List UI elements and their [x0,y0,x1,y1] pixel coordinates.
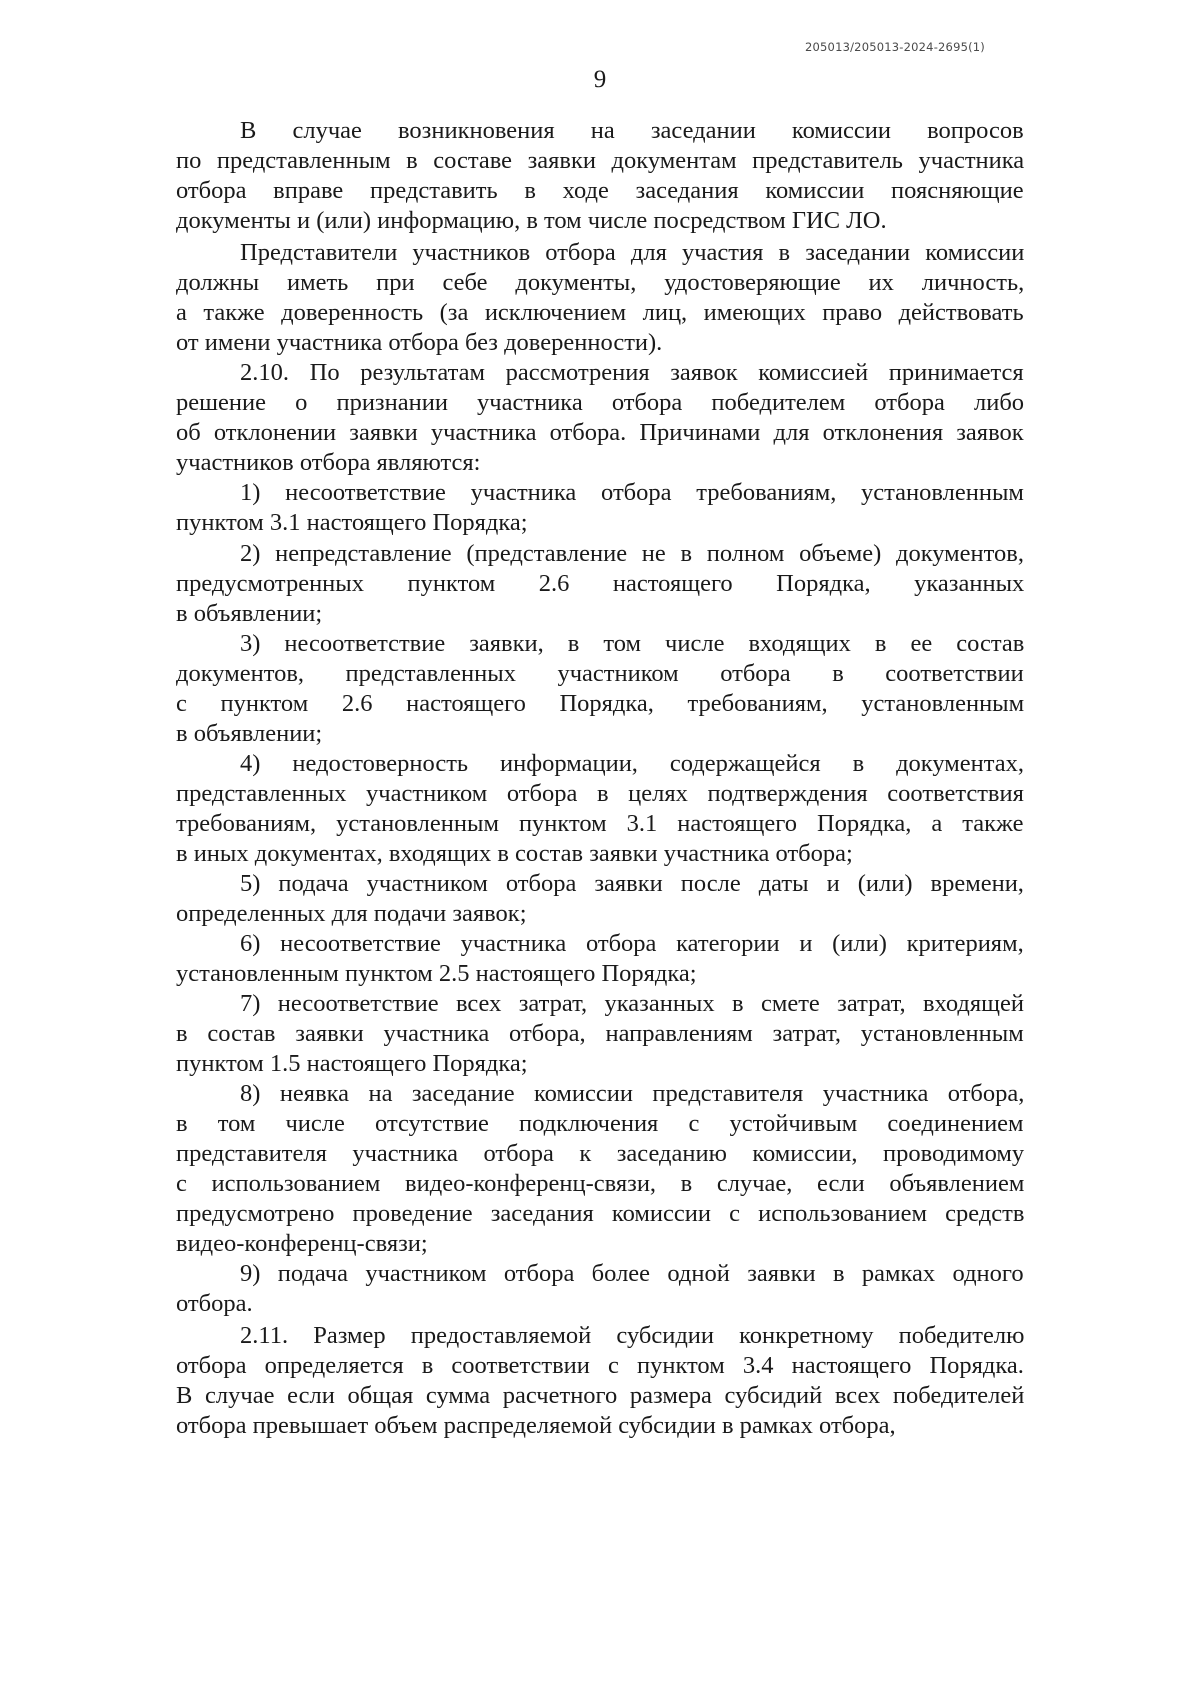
document-id: 205013/205013-2024-2695(1) [805,40,985,54]
line-text: В случае возникновения на заседании комиссии вопросов [240,117,1024,144]
text-line [0,957,1200,991]
text-line [0,537,1200,571]
line-text: документов, представленных участником отбора в соответствии [176,660,1024,687]
line-text: участников отбора являются: [176,449,481,476]
text-line [0,867,1200,901]
line-text: должны иметь при себе документы, удостоверяющие их личность, [176,269,1025,296]
text-line [0,174,1200,208]
text-line [0,266,1200,300]
line-text: 8) неявка на заседание комиссии представителя участника отбора, [240,1080,1025,1107]
line-text: с использованием видео-конференц-связи, в случае, если объявлением [176,1170,1025,1197]
text-line [0,597,1200,631]
line-text: 2.10. По результатам рассмотрения заявок комиссией принимается [240,359,1024,386]
text-line [0,1107,1200,1141]
line-text: 2) непредставление (представление не в полном объеме) документов, [240,540,1024,567]
line-text: отбора превышает объем распределяемой субсидии в рамках отбора, [176,1412,896,1439]
text-line [0,416,1200,450]
line-text: 6) несоответствие участника отбора категории и (или) критериям, [240,930,1024,957]
line-text: пунктом 1.5 настоящего Порядка; [176,1050,528,1077]
text-line [0,386,1200,420]
line-text: установленным пунктом 2.5 настоящего Порядка; [176,960,697,987]
line-text: в объявлении; [176,600,323,627]
line-text: представленных участником отбора в целях подтверждения соответствия [176,780,1024,807]
line-text: определенных для подачи заявок; [176,900,527,927]
text-line [0,807,1200,841]
text-line [0,1287,1200,1321]
line-text: 7) несоответствие всех затрат, указанных в смете затрат, входящей [240,990,1024,1017]
text-line [0,987,1200,1021]
text-line [0,567,1200,601]
line-text: в иных документах, входящих в состав заявки участника отбора; [176,840,853,867]
text-line [0,1197,1200,1231]
text-line [0,114,1200,148]
line-text: 2.11. Размер предоставляемой субсидии конкретному победителю [240,1322,1025,1349]
text-line [0,1379,1200,1413]
text-line [0,897,1200,931]
line-text: в том числе отсутствие подключения с устойчивым соединением [176,1110,1024,1137]
text-line [0,326,1200,360]
text-line [0,717,1200,751]
text-line [0,1077,1200,1111]
text-line [0,927,1200,961]
line-text: отбора вправе представить в ходе заседания комиссии поясняющие [176,177,1024,204]
line-text: представителя участника отбора к заседанию комиссии, проводимому [176,1140,1025,1167]
text-line [0,506,1200,540]
text-line [0,837,1200,871]
text-line [0,1227,1200,1261]
line-text: В случае если общая сумма расчетного размера субсидий всех победителей [176,1382,1025,1409]
line-text: в объявлении; [176,720,323,747]
line-text: в состав заявки участника отбора, направлениям затрат, установленным [176,1020,1024,1047]
text-line [0,356,1200,390]
line-text: по представленным в составе заявки документам представитель участника [176,147,1025,174]
text-line [0,747,1200,781]
text-line [0,657,1200,691]
line-text: отбора. [176,1290,253,1317]
text-line [0,1047,1200,1081]
text-line [0,476,1200,510]
text-line [0,1017,1200,1051]
text-line [0,1409,1200,1443]
line-text: 3) несоответствие заявки, в том числе входящих в ее состав [240,630,1025,657]
text-line [0,1319,1200,1353]
line-text: отбора определяется в соответствии с пунктом 3.4 настоящего Порядка. [176,1352,1024,1379]
line-text: пунктом 3.1 настоящего Порядка; [176,509,528,536]
text-line [0,627,1200,661]
line-text: видео-конференц-связи; [176,1230,428,1257]
line-text: 9) подача участником отбора более одной заявки в рамках одного [240,1260,1024,1287]
line-text: решение о признании участника отбора победителем отбора либо [176,389,1025,416]
line-text: предусмотрено проведение заседания комиссии с использованием средств [176,1200,1025,1227]
line-text: от имени участника отбора без доверенности). [176,329,663,356]
text-line [0,1257,1200,1291]
text-line [0,777,1200,811]
text-line [0,446,1200,480]
text-line [0,687,1200,721]
text-line [0,296,1200,330]
text-line [0,204,1200,238]
line-text: требованиям, установленным пунктом 3.1 настоящего Порядка, а также [176,810,1024,837]
text-line [0,236,1200,270]
line-text: Представители участников отбора для участия в заседании комиссии [240,239,1025,266]
text-line [0,1167,1200,1201]
page-number: 9 [593,66,607,93]
line-text: с пунктом 2.6 настоящего Порядка, требованиям, установленным [176,690,1025,717]
line-text: а также доверенность (за исключением лиц, имеющих право действовать [176,299,1024,326]
line-text: 1) несоответствие участника отбора требованиям, установленным [240,479,1024,506]
text-line [0,1349,1200,1383]
line-text: об отклонении заявки участника отбора. Причинами для отклонения заявок [176,419,1024,446]
line-text: 4) недостоверность информации, содержащейся в документах, [240,750,1025,777]
text-line [0,1137,1200,1171]
text-line [0,144,1200,178]
line-text: документы и (или) информацию, в том числе посредством ГИС ЛО. [176,207,887,234]
line-text: предусмотренных пунктом 2.6 настоящего Порядка, указанных [176,570,1025,597]
line-text: 5) подача участником отбора заявки после даты и (или) времени, [240,870,1024,897]
